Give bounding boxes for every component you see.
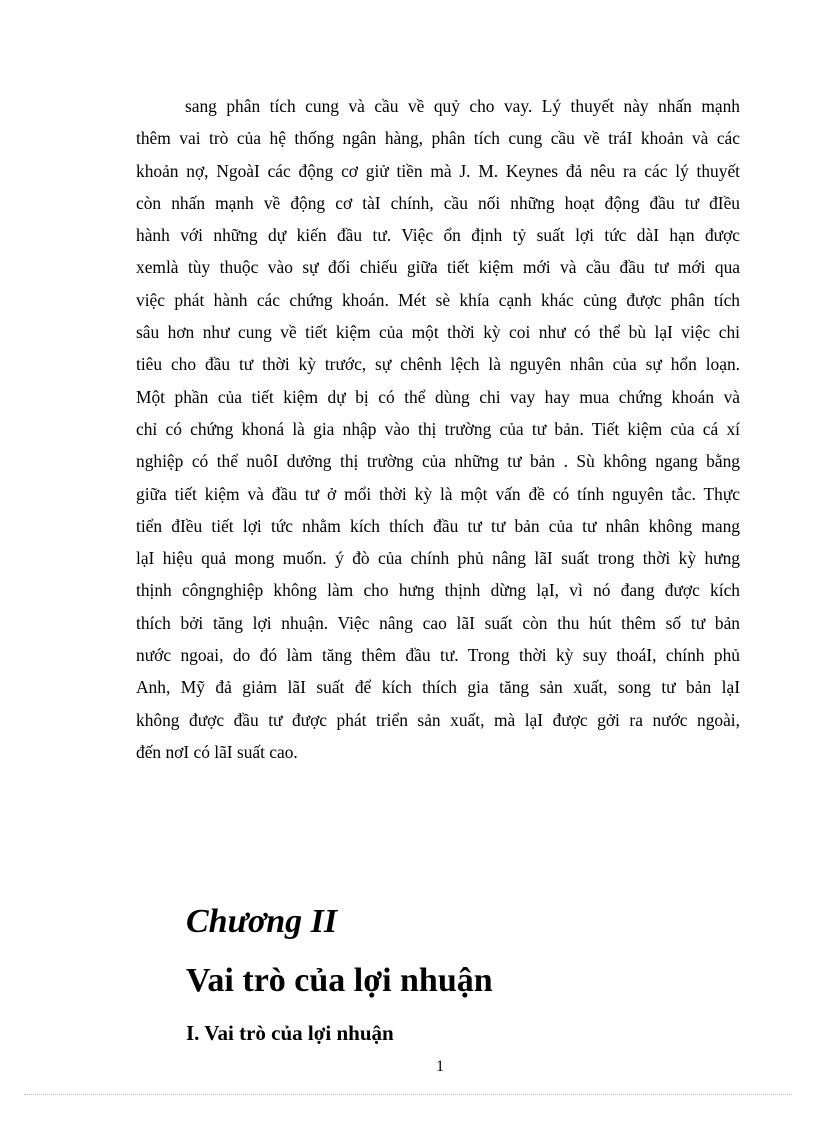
section-title: I. Vai trò của lợi nhuận [186, 1021, 394, 1045]
paragraph-line: nghiệp có thể nuôI dưởng thị trường của những tư bản . Sù không ngang bằng [136, 451, 740, 472]
paragraph-line: nước ngoai, do đó làm tăng thêm đầu tư. Trong thời kỳ suy thoáI, chính phủ [136, 645, 740, 666]
paragraph-line: xemlà tùy thuộc vào sự đối chiếu giữa tiết kiệm mới và cầu đầu tư mới qua [136, 257, 740, 278]
paragraph-line: còn nhấn mạnh về động cơ tàI chính, cầu nối những hoạt động đầu tư đIều [136, 192, 740, 213]
paragraph-line: Một phần của tiết kiệm dự bị có thể dùng chi vay hay mua chứng khoán và [136, 386, 740, 407]
paragraph-line: không được đầu tư được phát triển sản xuất, mà lạI được gởi ra nước ngoài, [136, 709, 740, 730]
paragraph-line: tiêu cho đầu tư thời kỳ trước, sự chênh lệch là nguyên nhân của sự hổn loạn. [136, 354, 740, 375]
paragraph-line: khoản nợ, NgoàI các động cơ giử tiền mà J. M. Keynes đả nêu ra các lý thuyết [136, 160, 740, 181]
paragraph-line: lạI hiệu quả mong muốn. ý đò của chính phủ nâng lãI suất trong thời kỳ hưng [136, 548, 740, 569]
paragraph-line: thêm vai trò của hệ thống ngân hàng, phân tích cung cầu về tráI khoản và các [136, 128, 740, 149]
paragraph-line: sang phân tích cung và cầu về quỷ cho vay. Lý thuyết này nhấn mạnh [185, 96, 740, 116]
paragraph-line: thịnh côngnghiệp không làm cho hưng thịnh dừng lạI, vì nó đang được kích [136, 580, 740, 601]
paragraph-line: hành với những dự kiến đầu tư. Việc ổn định tỷ suất lợi tức dàI hạn được [136, 225, 740, 246]
paragraph-line: thích bởi tăng lợi nhuận. Việc nâng cao lãI suất còn thu hút thêm số tư bản [136, 612, 740, 633]
body-paragraph [136, 90, 740, 768]
chapter-title: Vai trò của lợi nhuận [186, 962, 493, 999]
paragraph-line: việc phát hành các chứng khoán. Mét sè khía cạnh khác củng được phân tích [136, 289, 740, 310]
paragraph-line: Anh, Mỹ đả giảm lãI suất để kích thích gia tăng sản xuất, song tư bản lạI [136, 677, 740, 698]
paragraph-line: chỉ có chứng khoná là gia nhập vào thị trường của tư bản. Tiết kiệm của cá xí [136, 418, 740, 439]
paragraph-line: giữa tiết kiệm và đầu tư ở mổi thời kỳ là một vấn đề có tính nguyên tắc. Thực [136, 483, 740, 504]
paragraph-line: đến nơI có lãI suất cao. [136, 741, 298, 762]
page-divider [24, 1094, 792, 1095]
paragraph-line: tiển đIều tiết lợi tức nhằm kích thích đầu tư tư bản của tư nhân không mang [136, 515, 740, 536]
paragraph-line: sâu hơn như cung về tiết kiệm của một thời kỳ coi như có thể bù lạI việc chi [136, 322, 740, 343]
page-number: 1 [436, 1058, 444, 1075]
chapter-label: Chương II [186, 903, 338, 940]
